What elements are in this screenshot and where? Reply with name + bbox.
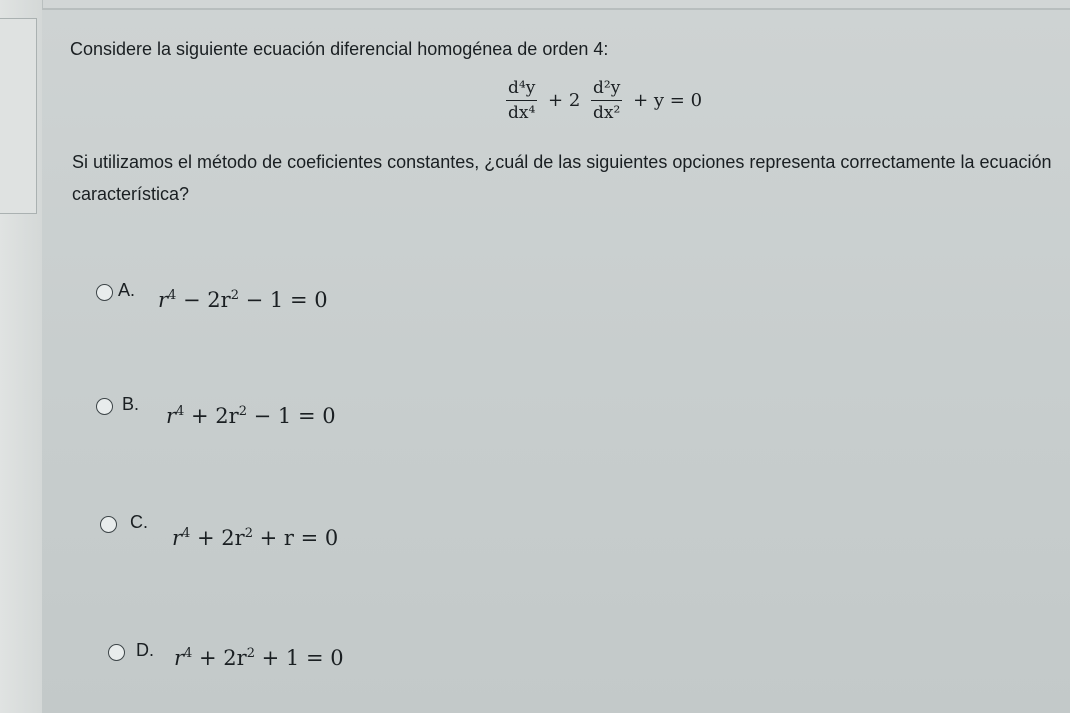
option-equation — [158, 288, 328, 312]
eq-mid: + 2r — [190, 526, 245, 550]
differential-equation — [504, 78, 705, 123]
eq-var: r — [166, 404, 177, 428]
eq-var: r — [158, 288, 169, 312]
radio-button-d[interactable] — [108, 644, 125, 661]
left-sidebar-edge — [0, 0, 43, 713]
question-prompt: Si utilizamos el método de coeficientes constantes, ¿cuál de las siguientes opciones representa correctamente la ecuación característica? — [72, 152, 1052, 204]
fraction-numerator: d⁴y — [506, 78, 537, 101]
eq-exp: 4 — [182, 526, 191, 541]
eq-end: − 1 = 0 — [238, 288, 328, 312]
sidebar-panel-edge — [0, 18, 37, 214]
eq-exp: 2 — [246, 646, 255, 661]
fraction-denominator: dx⁴ — [508, 103, 536, 123]
eq-mid: − 2r — [176, 288, 231, 312]
eq-mid: + 2r — [184, 404, 239, 428]
eq-end: + r = 0 — [252, 526, 339, 550]
eq-end: + 1 = 0 — [254, 646, 344, 670]
eq-mid: + 2r — [192, 646, 247, 670]
panel-top-border — [42, 8, 1070, 10]
option-letter: C. — [130, 512, 148, 532]
eq-exp: 4 — [184, 646, 193, 661]
question-intro: Considere la siguiente ecuación diferencial homogénea de orden 4: — [70, 39, 609, 59]
eq-var: r — [174, 646, 185, 670]
eq-exp: 4 — [176, 404, 185, 419]
eq-exp: 2 — [230, 288, 239, 303]
eq-end: − 1 = 0 — [246, 404, 336, 428]
option-letter: D. — [136, 640, 154, 660]
option-equation — [172, 526, 338, 550]
fraction-denominator: dx² — [593, 103, 621, 123]
equation-tail: + y = 0 — [633, 90, 703, 111]
option-equation — [166, 404, 336, 428]
option-letter: B. — [122, 394, 140, 414]
option-equation — [174, 646, 344, 670]
eq-exp: 4 — [168, 288, 177, 303]
eq-exp: 2 — [244, 526, 253, 541]
eq-var: r — [172, 526, 183, 550]
fraction-fourth-derivative — [506, 78, 537, 123]
fraction-second-derivative — [591, 78, 622, 123]
option-letter: A. — [118, 280, 136, 300]
equation-operator: + 2 — [548, 90, 581, 111]
radio-button-a[interactable] — [96, 284, 113, 301]
eq-exp: 2 — [238, 404, 247, 419]
fraction-numerator: d²y — [591, 78, 622, 101]
radio-button-b[interactable] — [96, 398, 113, 415]
radio-button-c[interactable] — [100, 516, 117, 533]
